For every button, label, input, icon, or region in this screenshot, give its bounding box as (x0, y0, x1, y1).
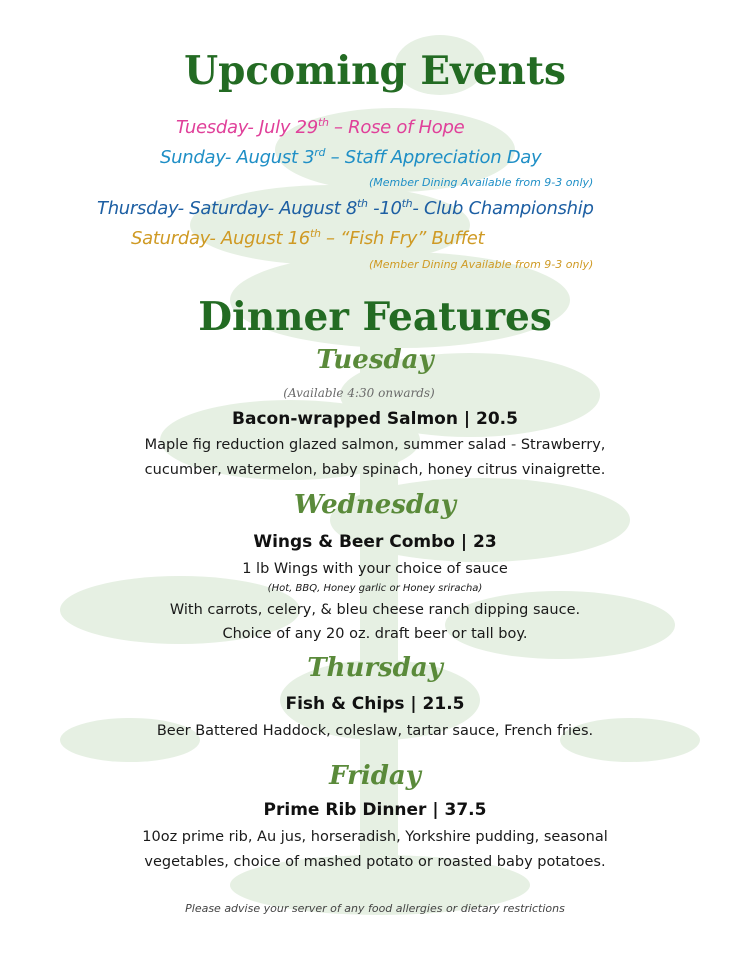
event-date-range: -10 (367, 198, 402, 219)
event-item (131, 228, 484, 249)
dish-name: Prime Rib Dinner | 37.5 (263, 800, 487, 820)
day-heading: Friday (329, 761, 421, 791)
availability-note: (Available 4:30 onwards) (283, 386, 435, 400)
event-date-suffix: th (317, 116, 329, 129)
dish-name: Wings & Beer Combo | 23 (253, 532, 497, 552)
allergy-footer-note: Please advise your server of any food allergies or dietary restrictions (185, 902, 565, 915)
event-date-suffix: th (401, 197, 413, 210)
event-title: – “Fish Fry” Buffet (320, 228, 485, 249)
dish-description: Maple fig reduction glazed salmon, summer salad - Strawberry, (144, 437, 606, 453)
dish-description: cucumber, watermelon, baby spinach, honey citrus vinaigrette. (144, 462, 606, 478)
event-item (160, 147, 541, 168)
dish-description: 1 lb Wings with your choice of sauce (242, 561, 508, 577)
dish-description: 10oz prime rib, Au jus, horseradish, Yorkshire pudding, seasonal (142, 829, 608, 845)
sauce-options: (Hot, BBQ, Honey garlic or Honey sriracha) (267, 583, 483, 594)
event-title: - Club Championship (412, 198, 594, 219)
event-date-suffix: th (357, 197, 368, 210)
event-title: – Rose of Hope (328, 117, 465, 138)
dish-description: vegetables, choice of mashed potato or roasted baby potatoes. (144, 854, 606, 870)
event-date-suffix: rd (314, 146, 326, 159)
event-date: Saturday- August 16 (131, 228, 310, 249)
dish-description: Choice of any 20 oz. draft beer or tall boy. (222, 626, 528, 642)
dish-name: Fish & Chips | 21.5 (285, 694, 465, 714)
event-item (176, 117, 464, 138)
event-date: Sunday- August 3 (160, 147, 315, 168)
dish-name: Bacon-wrapped Salmon | 20.5 (232, 409, 518, 429)
day-heading: Thursday (307, 653, 443, 683)
page-title: Upcoming Events (184, 48, 566, 94)
event-note: (Member Dining Available from 9-3 only) (369, 176, 594, 189)
event-item (97, 198, 594, 219)
dinner-features-title: Dinner Features (198, 294, 552, 340)
day-heading: Tuesday (316, 345, 434, 375)
dish-description: With carrots, celery, & bleu cheese ranch dipping sauce. (169, 602, 581, 618)
event-date-suffix: th (309, 227, 321, 240)
dish-description: Beer Battered Haddock, coleslaw, tartar sauce, French fries. (156, 723, 594, 739)
event-date: Thursday- Saturday- August 8 (97, 198, 358, 219)
event-date: Tuesday- July 29 (176, 117, 318, 138)
day-heading: Wednesday (293, 490, 457, 520)
event-note: (Member Dining Available from 9-3 only) (369, 258, 594, 271)
event-title: – Staff Appreciation Day (325, 147, 542, 168)
